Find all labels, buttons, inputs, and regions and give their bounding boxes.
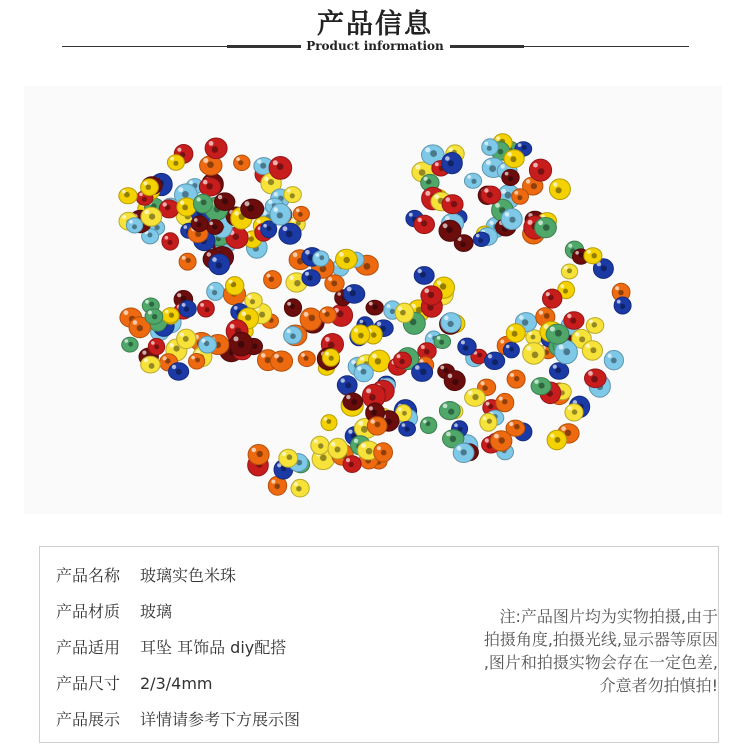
bead [162,233,179,250]
spec-label: 产品适用 [56,638,121,657]
bead [279,223,301,244]
note-line: 拍摄角度,拍摄光线,显示器等原因 [483,630,718,649]
bead [207,220,223,235]
spec-label: 产品名称 [56,566,121,585]
product-info-box [39,546,719,743]
bead [512,189,529,204]
bead [270,204,291,226]
spec-row-name [56,563,236,587]
bead [321,415,337,431]
spec-row-display [56,707,300,731]
bead [141,207,162,226]
bead [458,338,476,355]
bead [480,413,497,431]
bead [343,393,363,410]
bead [270,351,292,371]
bead [535,218,557,238]
color-disclaimer-note [448,605,718,697]
bead [264,271,282,289]
bead [284,187,302,203]
bead [531,378,551,395]
bead [284,299,301,317]
divider-right-thin [524,46,689,47]
page-title: 产品信息 [317,9,433,40]
bead [226,277,244,295]
bead [439,220,461,241]
bead [291,479,309,497]
bead [141,356,160,373]
bead [481,186,501,204]
bead [207,282,224,300]
bead [614,297,631,314]
bead [336,249,358,269]
spec-value: 玻璃实色米珠 [140,566,237,585]
spec-row-material [56,599,172,623]
bead [442,153,463,174]
bead [547,430,566,450]
bead [523,343,545,365]
bead [412,363,433,381]
bead [465,389,486,407]
bead [482,139,499,156]
bead [141,179,159,196]
bead [367,417,387,435]
bead [300,308,322,330]
bead [501,209,522,230]
bead [191,216,208,232]
bead [198,300,215,317]
spec-label: 产品展示 [56,710,121,729]
bead [354,364,373,382]
bead [506,324,525,342]
bead [167,155,184,170]
bead [464,173,481,188]
bead [205,138,227,159]
spec-label: 产品尺寸 [56,674,121,693]
product-photo [24,86,722,514]
bead [189,354,205,370]
bead [325,275,344,292]
bead [582,341,602,360]
bead [529,159,551,181]
bead [504,150,524,168]
bead [546,324,569,344]
bead [485,352,505,369]
spec-value: 详情请参考下方展示图 [140,710,301,729]
bead [543,289,562,308]
note-line: ,图片和拍摄实物会存在一定色差, [483,653,718,672]
bead [496,393,514,411]
spec-label: 产品材质 [56,602,121,621]
bead [550,363,569,380]
bead [434,335,451,349]
bead [199,336,217,353]
bead [313,251,329,266]
bead [584,248,602,264]
bead [230,332,253,356]
bead [162,308,179,323]
bead [395,303,414,322]
seed-beads-photo [24,86,722,514]
bead [444,371,465,391]
bead [414,267,434,285]
bead [322,349,339,366]
note-line: 介意者勿拍慎拍! [599,676,718,695]
bead [234,155,250,170]
bead [284,327,302,345]
bead [473,232,489,246]
bead [442,195,463,214]
page-subtitle: Product information [306,39,444,53]
bead [248,445,269,465]
bead [414,215,434,233]
bead [441,313,461,333]
bead [399,422,416,437]
bead [199,178,220,196]
bead [366,300,383,315]
bead [507,370,525,388]
spec-value: 耳坠 耳饰品 diy配搭 [140,638,287,657]
bead [319,307,336,323]
bead [502,170,519,186]
bead [439,402,460,420]
spec-row-usage [56,635,286,659]
bead [549,179,570,200]
bead [337,376,357,395]
bead [394,352,412,368]
bead [374,443,393,462]
bead [169,363,189,380]
bead [503,342,519,358]
bead [565,404,583,421]
bead [193,194,212,213]
bead [604,351,623,370]
spec-value: 2/3/4mm [140,674,213,693]
bead [293,206,309,221]
bead [159,200,179,218]
bead [241,199,264,219]
bead [126,218,142,233]
bead [145,309,163,325]
bead [245,293,262,309]
bead [453,443,474,462]
bead [585,369,607,388]
bead [343,285,364,304]
bead [302,270,320,286]
bead [269,157,292,180]
bead [122,337,138,352]
bead [343,456,361,473]
bead [351,325,370,345]
bead [209,254,230,275]
bead [148,338,164,354]
bead [328,438,348,459]
bead [298,351,315,367]
spec-row-size [56,671,213,695]
bead [564,312,584,330]
bead [420,417,436,433]
spec-value: 玻璃 [140,602,173,621]
bead [179,253,196,270]
divider-right-thick [450,45,524,48]
bead [491,431,512,451]
bead [177,329,196,349]
bead [561,264,577,279]
bead [311,436,329,454]
bead [179,301,196,318]
bead [279,449,298,467]
bead [215,193,235,211]
bead [421,286,442,305]
note-line: 注:产品图片均为实物拍摄,由于 [499,607,718,626]
bead [119,188,137,204]
bead [586,318,604,334]
